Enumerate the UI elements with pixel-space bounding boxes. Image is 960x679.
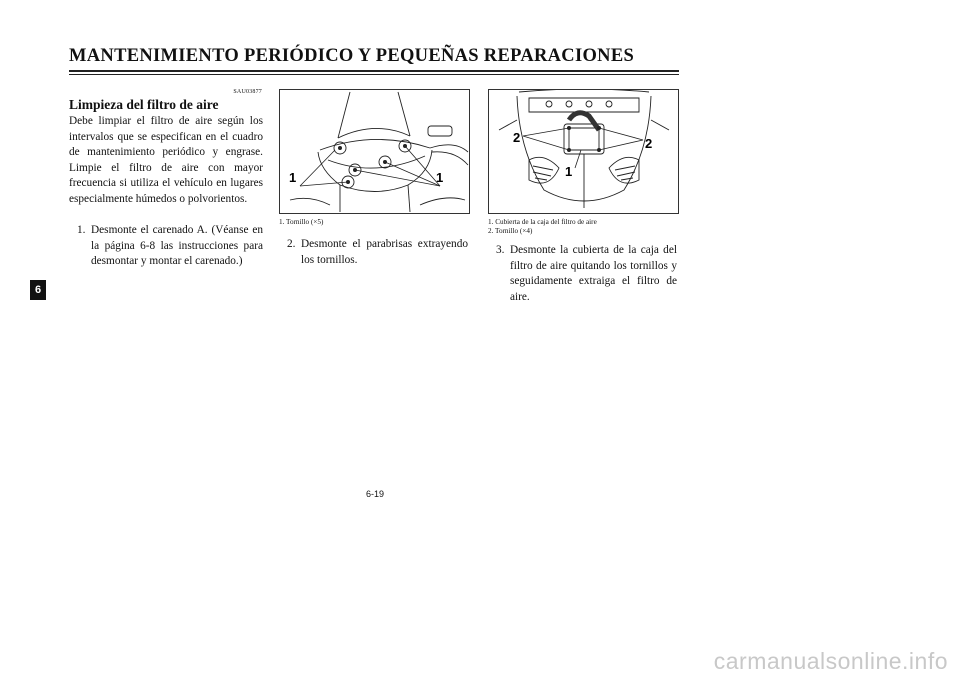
figure-air-filter-case [488,89,679,214]
figure1-callout-left: 1 [289,170,297,185]
figure2-callout-2-right: 2 [645,136,653,151]
step-2 [287,237,468,268]
step-2-text: Desmonte el parabrisas extrayendo los tornillos. [301,238,468,266]
section-code: SAU03877 [233,89,262,95]
watermark: carmanualsonline.info [713,648,948,674]
figure2-caption-2: 2. Tornillo (×4) [488,227,533,235]
section-title: Limpieza del filtro de aire [69,97,219,112]
figure1-caption: 1. Tornillo (×5) [279,218,324,226]
header-rule-thin [69,74,679,75]
figure-windshield-screws [279,89,470,214]
figure2-callout-2-left: 2 [513,130,521,145]
step-1-number: 1. [77,224,86,236]
figure2-callout-1: 1 [565,164,573,179]
figure1-callout-right: 1 [436,170,444,185]
step-2-number: 2. [287,238,296,250]
windshield-illustration [280,90,469,213]
chapter-tab: 6 [30,280,46,300]
air-filter-illustration [489,90,678,213]
step-3-number: 3. [496,244,505,256]
header-rule-thick [69,70,679,72]
page-header-title: MANTENIMIENTO PERIÓDICO Y PEQUEÑAS REPARACIONES [69,46,635,66]
page-number: 6-19 [365,489,384,499]
step-3-text: Desmonte la cubierta de la caja del filtro de aire quitando los tornillos y seguidamente extraiga el filtro de aire. [510,244,677,303]
step-1 [77,223,263,270]
figure2-caption-1: 1. Cubierta de la caja del filtro de aire [488,218,597,226]
step-1-text: Desmonte el carenado A. (Véanse en la página 6-8 las instrucciones para desmontar y montar el carenado.) [91,224,263,268]
section-intro: Debe limpiar el filtro de aire según los intervalos que se especifican en el cuadro de mantenimiento periódico y engrase. Limpie el filtro de aire con mayor frecuencia si utiliza el vehículo en lugares especialmente húmedos o polvorientos. [69,115,263,205]
step-3 [496,243,677,305]
